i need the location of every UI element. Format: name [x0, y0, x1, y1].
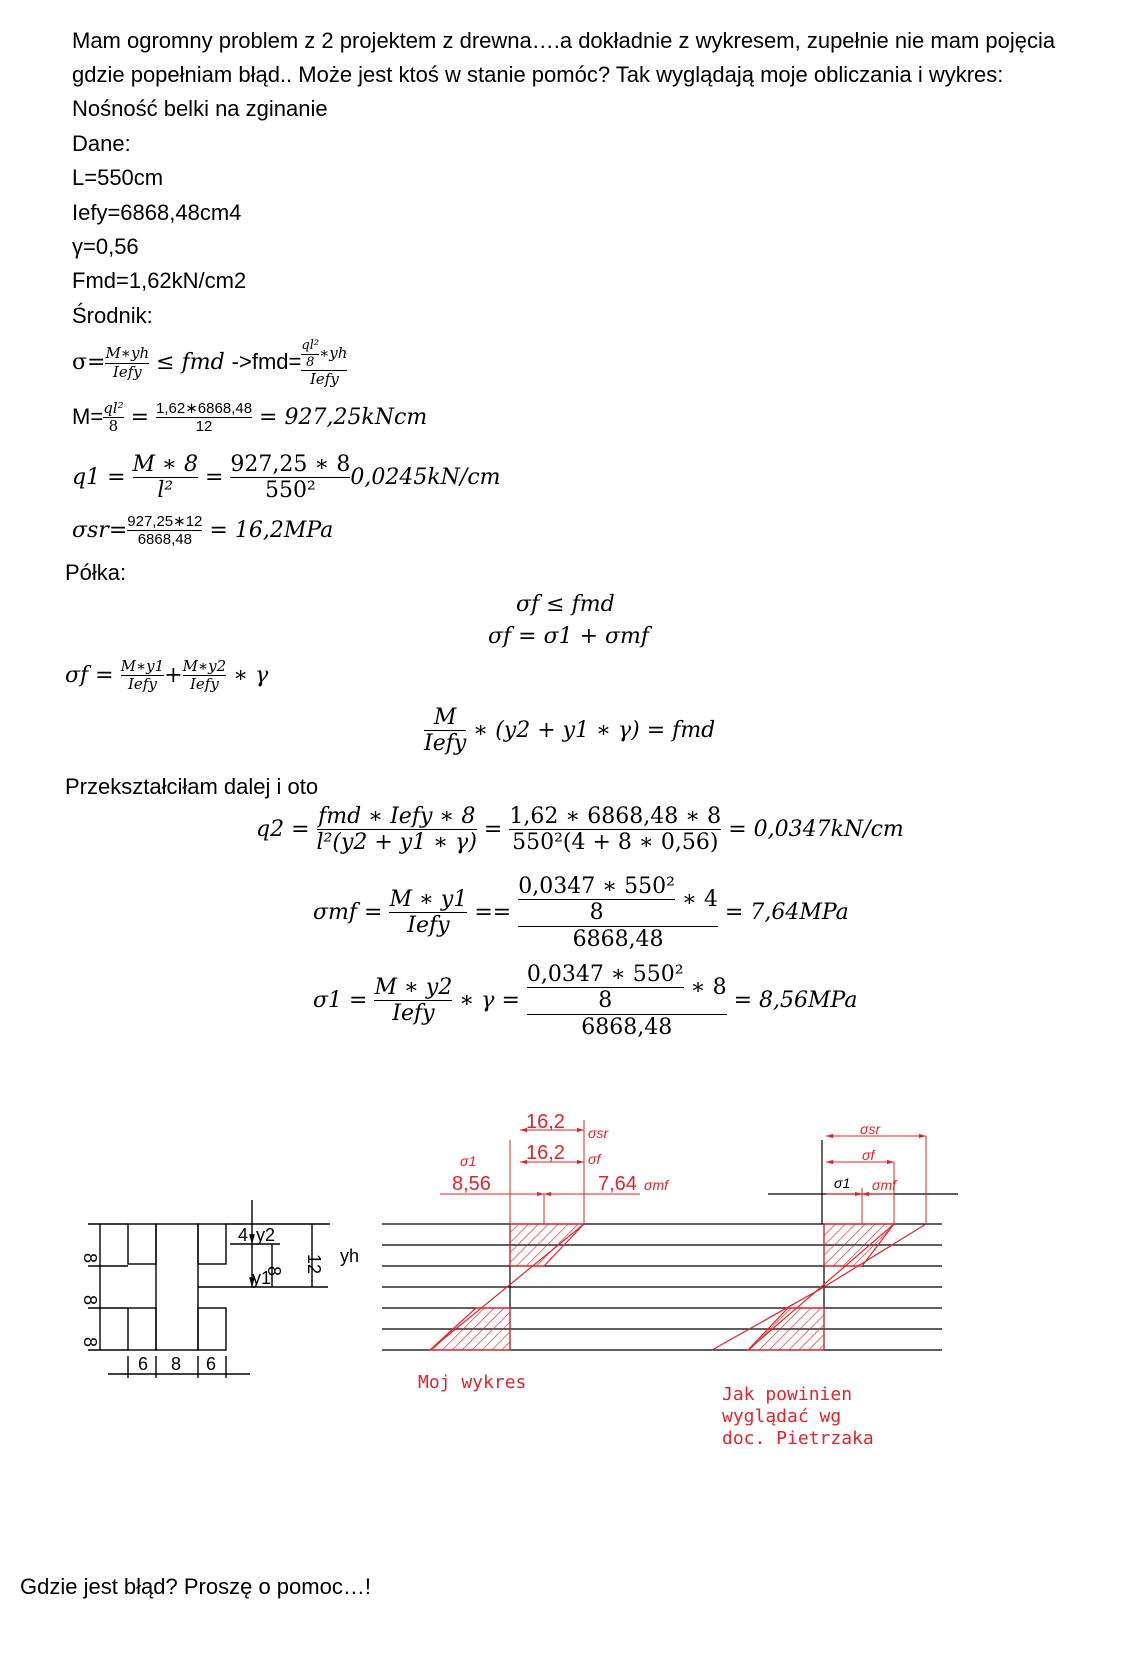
label-y2: y2	[256, 1225, 276, 1245]
polka-eq-3: σf = $\frac{M∗y1}{\text{Iefy}}$ + $\frac{M∗y2}{\text{Iefy}}$ ∗ γ	[65, 657, 269, 694]
label-o1-left: σ1	[460, 1153, 477, 1169]
label-y1: y1	[252, 1268, 272, 1288]
dane-Fmd: Fmd=1,62kN/cm2	[72, 268, 247, 293]
polka-eq-4: $\frac{M}{\text{Iefy}}$ ∗ (y2 + y1 ∗ γ) = fmd	[424, 705, 716, 757]
srodnik-eq-4: σsr= $\frac{927,25∗12}{6868,48}$ = 16,2MPa	[72, 513, 334, 549]
value-7-64: 7,64	[598, 1173, 637, 1195]
dim-left-1: 8	[80, 1253, 100, 1264]
srodnik-heading: Środnik:	[72, 303, 153, 328]
label-osr-left: σsr	[588, 1125, 609, 1141]
jak-powinien-diagram	[712, 1136, 926, 1350]
srodnik-eq-1: σ= $\frac{M∗yh}{\text{Iefy}}$ ≤ fmd ->fmd= $\frac{\text{ql²}}{8}$ ∗yh Iefy	[72, 338, 348, 389]
label-o1-right: σ1	[834, 1175, 851, 1191]
intro-line-2: gdzie popełniam błąd.. Może jest ktoś w stanie pomóc? Tak wyglądają moje obliczania i wykres:	[72, 62, 1004, 87]
dim-bottom-1: 6	[138, 1354, 149, 1374]
label-jak-3: doc. Pietrzaka	[722, 1428, 874, 1449]
label-yh: yh	[340, 1246, 360, 1266]
srodnik-eq-2: M= $\frac{\text{ql²}}{8}$ = $\frac{1,62∗6868,48}{12}$ = 927,25kNcm	[72, 399, 428, 436]
label-of-right: σf	[862, 1147, 875, 1163]
dane-heading: Dane:	[72, 131, 131, 156]
label-osr-right: σsr	[860, 1121, 881, 1137]
smf-equation: σmf = $\frac{M ∗ y1}{\text{Iefy}}$ == $\frac{\text{0,0347 ∗ 550²}}{8}$ ∗ 4 6868,48 = 7,64MPa	[313, 874, 849, 952]
dim-bottom-3: 6	[206, 1354, 217, 1374]
dim-bottom-2: 8	[171, 1354, 182, 1374]
value-16-2-f: 16,2	[526, 1142, 565, 1164]
label-jak-2: wyglądać wg	[722, 1406, 842, 1427]
label-omf-right: σmf	[872, 1177, 896, 1193]
footer-question: Gdzie jest błąd? Proszę o pomoc…!	[20, 1574, 371, 1599]
srodnik-eq-3: q1 = $\frac{M ∗ 8}{\text{l²}}$ = $\frac{927,25 ∗ 8}{\text{550²}}$ 0,0245kN/cm	[72, 452, 501, 504]
section-title: Nośność belki na zginanie	[72, 96, 328, 121]
dane-L: L=550cm	[72, 165, 164, 190]
label-jak-1: Jak powinien	[722, 1384, 853, 1405]
przeksz-heading: Przekształciłam dalej i oto	[65, 774, 319, 799]
dim-left-2: 8	[80, 1295, 100, 1306]
intro-line-1: Mam ogromny problem z 2 projektem z drewna….a dokładnie z wykresem, zupełnie nie mam pojęcia	[72, 28, 1056, 53]
label-omf-left: σmf	[644, 1177, 668, 1193]
s1-equation: σ1 = $\frac{M ∗ y2}{\text{Iefy}}$ ∗ γ = $\frac{\text{0,0347 ∗ 550²}}{8}$ ∗ 8 6868,48 = 8,56MPa	[313, 962, 858, 1040]
value-16-2-sr: 16,2	[526, 1111, 565, 1133]
q2-equation: q2 = $\frac{\text{fmd ∗ Iefy ∗ 8}}{\text{l²(y2 + y1 ∗ γ)}}$ = $\frac{1,62 ∗ 6868,48 ∗ 8}{\text{550²(4 + 8 ∗ 0,56)}}$ = 0,0347kN/cm	[256, 804, 904, 856]
dim-left-3: 8	[80, 1337, 100, 1348]
label-of-left: σf	[588, 1151, 601, 1167]
polka-eq-1: σf ≤ fmd	[516, 592, 615, 617]
dane-Iefy: Iefy=6868,48cm4	[72, 200, 242, 225]
dim-8: 8	[264, 1266, 284, 1277]
polka-eq-2: σf = σ1 + σmf	[488, 624, 650, 649]
polka-heading: Półka:	[65, 560, 127, 585]
value-8-56: 8,56	[452, 1173, 491, 1195]
dane-gamma: γ=0,56	[72, 234, 139, 259]
i-section	[88, 1200, 330, 1378]
label-moj-wykres: Moj wykres	[418, 1372, 527, 1393]
dim-12: 12	[304, 1254, 324, 1275]
dim-4: 4	[238, 1225, 249, 1245]
